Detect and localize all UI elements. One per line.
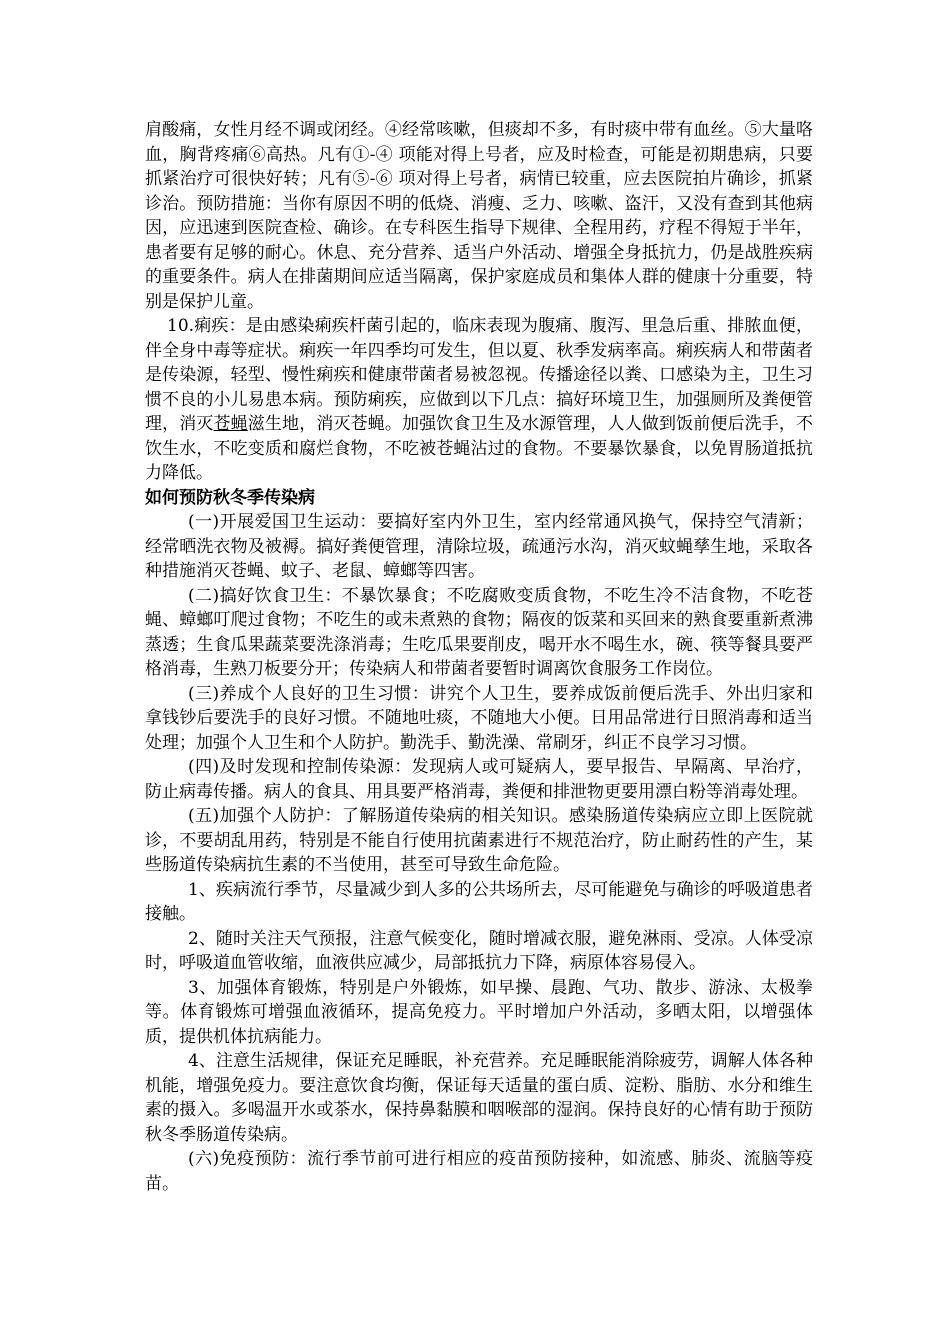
paragraph-sub-1: 1、疾病流行季节，尽量减少到人多的公共场所去，尽可能避免与确诊的呼吸道患者接触。 [145,879,813,924]
section-heading: 如何预防秋冬季传染病 [145,487,315,508]
document-body [145,118,813,1196]
paragraph-item-3: (三)养成个人良好的卫生习惯：讲究个人卫生，要养成饭前便后洗手、外出归家和拿钱钞后要洗手的良好习惯。不随地吐痰，不随地大小便。日用品常进行日照消毒和适当处理；加强个人卫生和个人防护。勤洗手、勤洗澡、常刷牙，纠正不良学习习惯。 [145,683,813,753]
paragraph-item-5: (五)加强个人防护：了解肠道传染病的相关知识。感染肠道传染病应立即上医院就诊，不要胡乱用药，特别是不能自行使用抗菌素进行不规范治疗，防止耐药性的产生，某些肠道传染病抗生素的不当使用，甚至可导致生命危险。 [145,806,813,875]
paragraph-dysentery [145,314,813,486]
paragraph-item-6: (六)免疫预防：流行季节前可进行相应的疫苗预防接种，如流感、肺炎、流脑等疫苗。 [145,1149,813,1194]
dysentery-underlined-word: 苍蝇 [213,414,248,434]
dysentery-text-end: 滋生地，消灭苍蝇。加强饮食卫生及水源管理，人人做到饭前便后洗手，不饮生水，不吃变质和腐烂食物，不吃被苍蝇沾过的食物。不要暴饮暴食，以免胃肠道抵抗力降低。 [145,414,814,483]
paragraph-sub-3: 3、加强体育锻炼，特别是户外锻炼，如早操、晨跑、气功、散步、游泳、太极拳等。体育锻炼可增强血液循环，提高免疫力。平时增加户外活动，多晒太阳，以增强体质，提供机体抗病能力。 [145,977,813,1047]
paragraph-item-2: (二)搞好饮食卫生：不暴饮暴食；不吃腐败变质食物，不吃生冷不洁食物，不吃苍蝇、蟑螂叮爬过食物；不吃生的或未煮熟的食物；隔夜的饭菜和买回来的熟食要重新煮沸蒸透；生食瓜果蔬菜要洗涤消毒；生吃瓜果要削皮，喝开水不喝生水，碗、筷等餐具要严格消毒，生熟刀板要分开；传染病人和带菌者要暂时调离饮食服务工作岗位。 [145,585,813,679]
paragraph-item-1: (一)开展爱国卫生运动：要搞好室内外卫生，室内经常通风换气，保持空气清新；经常晒洗衣物及被褥。搞好粪便管理，清除垃圾，疏通污水沟，消灭蚊蝇孳生地，采取各种措施消灭苍蝇、蚊子、老鼠、蟑螂等四害。 [145,512,813,581]
dysentery-text-start: 10.痢疾：是由感染痢疾杆菌引起的，临床表现为腹痛、腹泻、里急后重、排脓血便，伴全身中毒等症状。痢疾一年四季均可发生，但以夏、秋季发病率高。痢疾病人和带菌者是传染源，轻型、慢性痢疾和健康带菌者易被忽视。传播途径以粪、口感染为主，卫生习惯不良的小儿易患本病。预防痢疾，应做到以下几点：搞好环境卫生，加强厕所及粪便管理，消灭 [145,316,813,434]
paragraph-tuberculosis-continued: 肩酸痛，女性月经不调或闭经。④经常咳嗽，但痰却不多，有时痰中带有血丝。⑤大量咯血，胸背疼痛⑥高热。凡有①-④ 项能对得上号者，应及时检查，可能是初期患病，只要抓紧治疗可很快好转；凡有⑤-⑥ 项对得上号者，病情已较重，应去医院拍片确诊，抓紧诊治。预防措施：当你有原因不明的低烧、消瘦、乏力、咳嗽、盗汗，又没有查到其他病因，应迅速到医院查检、确诊。在专科医生指导下规律、全程用药，疗程不得短于半年，患者要有足够的耐心。休息、充分营养、适当户外活动、增强全身抵抗力，仍是战胜疾病的重要条件。病人在排菌期间应适当隔离，保护家庭成员和集体人群的健康十分重要，特别是保护儿童。 [145,120,813,312]
paragraph-sub-2: 2、随时关注天气预报，注意气候变化，随时增减衣服，避免淋雨、受凉。人体受凉时，呼吸道血管收缩，血液供应减少，局部抵抗力下降，病原体容易侵入。 [145,928,813,973]
paragraph-item-4: (四)及时发现和控制传染源：发现病人或可疑病人，要早报告、早隔离、早治疗，防止病毒传播。病人的食具、用具要严格消毒，粪便和排泄物更要用漂白粉等消毒处理。 [145,757,813,802]
paragraph-sub-4: 4、注意生活规律，保证充足睡眠，补充营养。充足睡眠能消除疲劳，调解人体各种机能，增强免疫力。要注意饮食均衡，保证每天适量的蛋白质、淀粉、脂肪、水分和维生素的摄入。多喝温开水或茶水，保持鼻黏膜和咽喉部的湿润。保持良好的心情有助于预防秋冬季肠道传染病。 [145,1051,813,1145]
